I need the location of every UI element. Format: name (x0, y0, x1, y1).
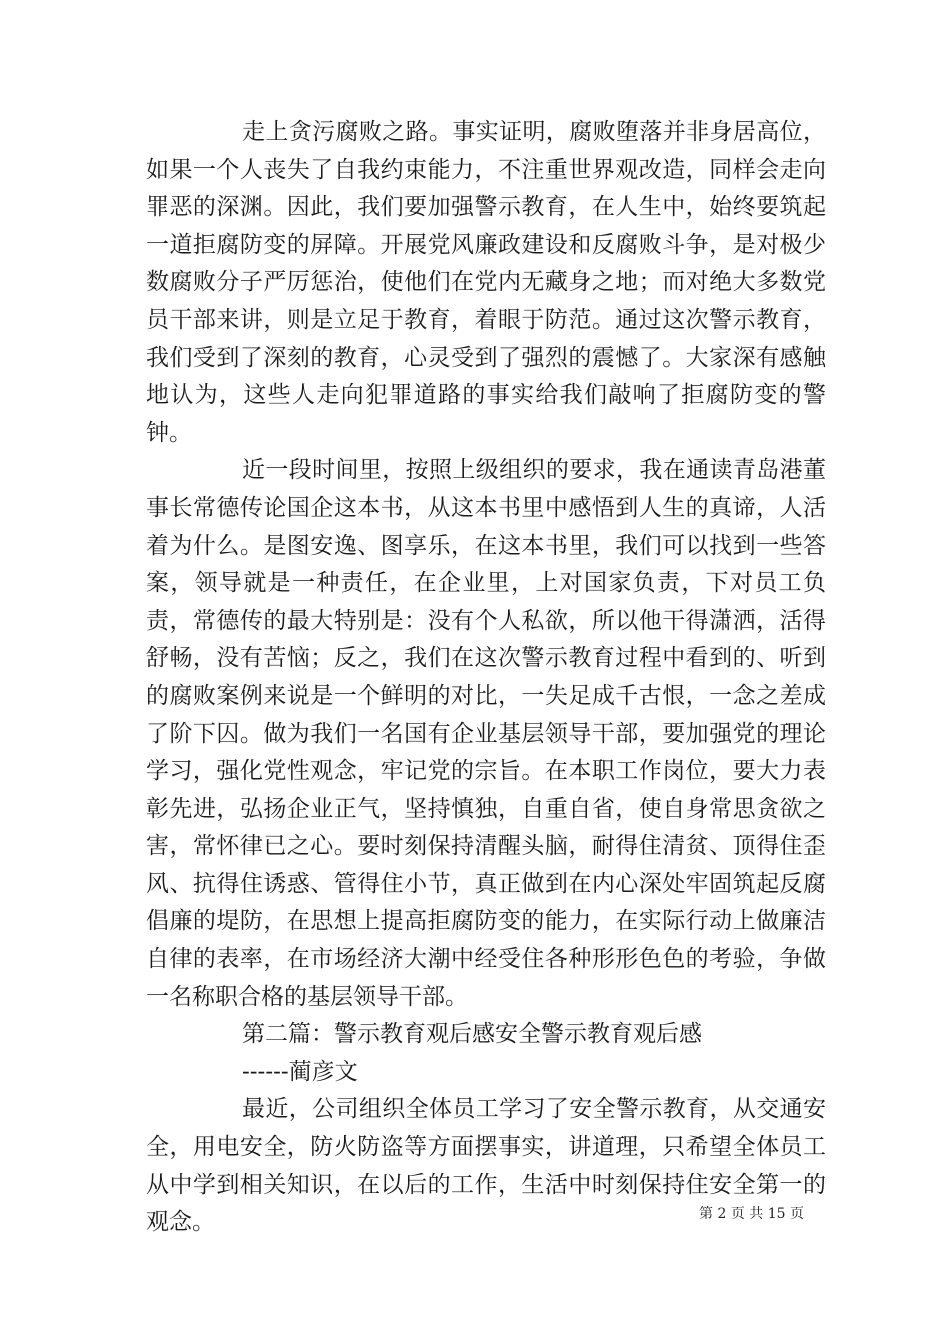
section-title: 第二篇：警示教育观后感安全警示教育观后感 (242, 1021, 702, 1048)
paragraph-2: 近一段时间里，按照上级组织的要求，我在通读青岛港董事长常德传论国企这本书，从这本书里中感悟到人生的真谛，人活着为什么。是图安逸、图享乐，在这本书里，我们可以找到一些答案，领导就是一种责任，在企业里，上对国家负责，下对员工负责，常德传的最大特别是：没有个人私欲，所以他干得潇洒，活得舒畅，没有苦恼；反之，我们在这次警示教育过程中看到的、听到的腐败案例来说是一个鲜明的对比，一失足成千古恨，一念之差成了阶下囚。做为我们一名国有企业基层领导干部，要加强党的理论学习，强化党性观念，牢记党的宗旨。在本职工作岗位，要大力表彰先进，弘扬企业正气，坚持慎独，自重自省，使自身常思贪欲之害，常怀律已之心。要时刻保持清醒头脑，耐得住清贫、顶得住歪风、抗得住诱惑、管得住小节，真正做到在内心深处牢固筑起反腐倡廉的堤防，在思想上提高拒腐防变的能力，在实际行动上做廉洁自律的表率，在市场经济大潮中经受住各种形形色色的考验，争做一名称职合格的基层领导干部。 (146, 457, 826, 1010)
page-number-footer: 第 2 页 共 15 页 (699, 1206, 804, 1222)
paragraph-3: 最近，公司组织全体员工学习了安全警示教育，从交通安全，用电安全，防火防盗等方面摆事实，讲道理，只希望全体员工从中学到相关知识，在以后的工作，生活中时刻保持住安全第一的观念。 (146, 1096, 826, 1236)
author-line: ------蔺彦文 (242, 1058, 358, 1085)
document-body (146, 114, 826, 1242)
paragraph-1: 走上贪污腐败之路。事实证明，腐败堕落并非身居高位，如果一个人丧失了自我约束能力，不注重世界观改造，同样会走向罪恶的深渊。因此，我们要加强警示教育，在人生中，始终要筑起一道拒腐防变的屏障。开展党风廉政建设和反腐败斗争，是对极少数腐败分子严厉惩治，使他们在党内无藏身之地；而对绝大多数党员干部来讲，则是立足于教育，着眼于防范。通过这次警示教育，我们受到了深刻的教育，心灵受到了强烈的震憾了。大家深有感触地认为，这些人走向犯罪道路的事实给我们敲响了拒腐防变的警钟。 (146, 119, 826, 446)
